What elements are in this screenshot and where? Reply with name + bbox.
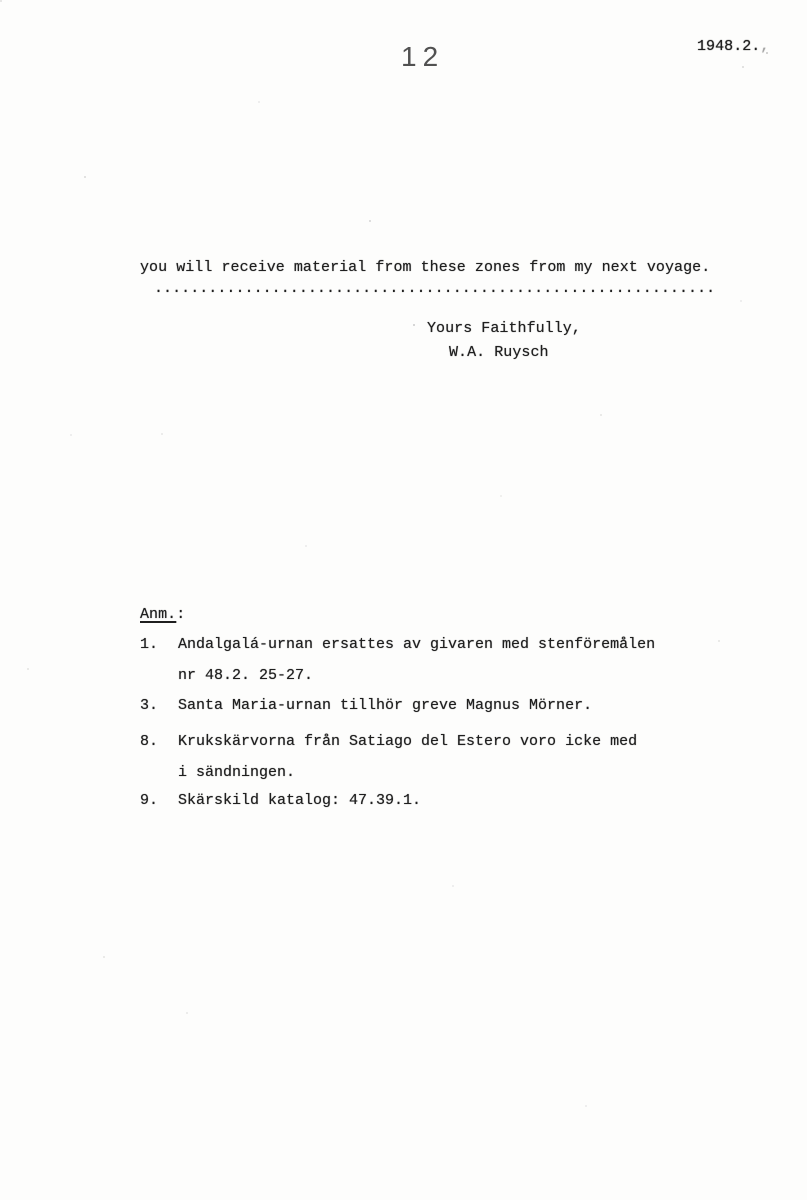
- note-item-line: Krukskärvorna från Satiago del Estero voro icke med: [178, 733, 638, 750]
- note-item-number: 8.: [140, 733, 159, 750]
- note-item-text: [178, 726, 637, 788]
- notes-heading-colon: :: [176, 606, 186, 623]
- note-item-text: [178, 629, 655, 691]
- note-item: [140, 726, 637, 788]
- note-item-line: i sändningen.: [178, 764, 296, 781]
- note-item: [140, 629, 655, 691]
- note-item-line: Andalgalá-urnan ersattes av givaren med stenföremålen: [178, 636, 656, 653]
- collection-number: [697, 37, 769, 57]
- notes-heading: [140, 605, 185, 625]
- note-item-text: [178, 785, 421, 816]
- valediction: Yours Faithfully,: [427, 320, 581, 337]
- note-item-number: 3.: [140, 697, 159, 714]
- note-item: [140, 690, 592, 721]
- note-item-number: 1.: [140, 636, 159, 653]
- note-item-line: Skärskild katalog: 47.39.1.: [178, 792, 422, 809]
- collection-number-faint-mark: ,: [760, 38, 770, 55]
- signature-name: W.A. Ruysch: [449, 344, 549, 361]
- notes-heading-label: Anm.: [140, 606, 177, 623]
- note-item: [140, 785, 421, 816]
- letter-body-line: you will receive material from these zones from my next voyage.: [140, 259, 711, 276]
- collection-number-text: 1948.2.: [697, 38, 761, 55]
- note-item-line: nr 48.2. 25-27.: [178, 667, 314, 684]
- dotted-ellipsis-line: ..............................................................: [154, 280, 716, 297]
- note-item-text: [178, 690, 592, 721]
- page-number: 12: [401, 41, 445, 72]
- note-item-line: Santa Maria-urnan tillhör greve Magnus Mörner.: [178, 697, 593, 714]
- scan-noise-specks: [0, 0, 2, 2]
- note-item-number: 9.: [140, 792, 159, 809]
